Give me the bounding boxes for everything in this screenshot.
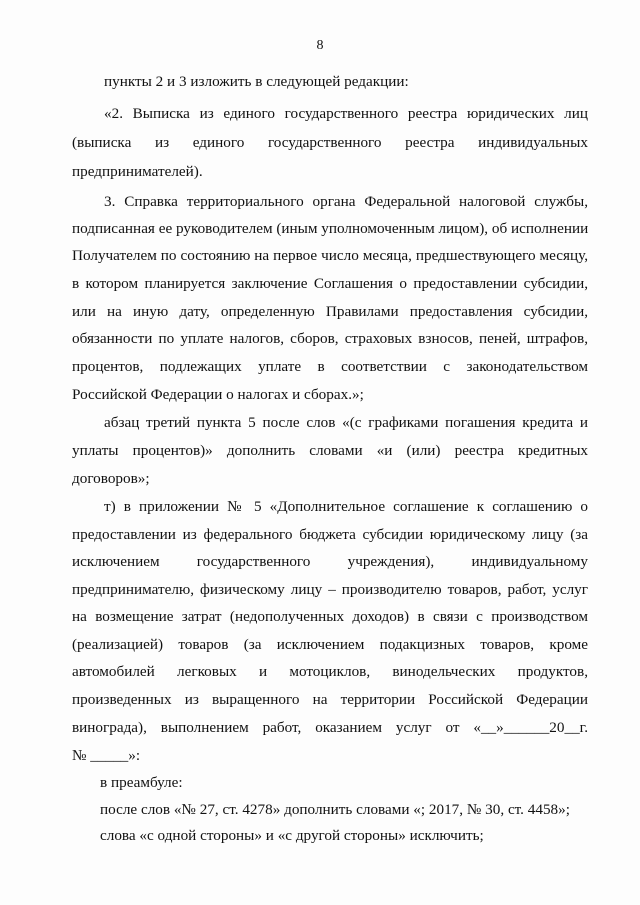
text-line: «2. Выписка из единого государственного реестра юридических лиц bbox=[104, 105, 588, 122]
text-line: винограда), выполнением работ, оказанием услуг от «__»______20__г. bbox=[72, 719, 588, 736]
text-line: произведенных из выращенного на территории Российской Федерации bbox=[72, 691, 588, 708]
text-line: предоставлении из федерального бюджета субсидии юридическому лицу (за bbox=[72, 526, 588, 543]
text-line: подписанная ее руководителем (иным уполномоченным лицом), об исполнении bbox=[72, 220, 589, 237]
text-line: обязанности по уплате налогов, сборов, страховых взносов, пеней, штрафов, bbox=[72, 330, 588, 347]
text-line: Получателем по состоянию на первое число месяца, предшествующего месяцу, bbox=[72, 247, 588, 264]
text-line: на возмещение затрат (недополученных доходов) в связи с производством bbox=[72, 608, 588, 625]
text-line: слова «с одной стороны» и «с другой стороны» исключить; bbox=[100, 827, 484, 844]
text-line: после слов «№ 27, ст. 4278» дополнить словами «; 2017, № 30, ст. 4458»; bbox=[100, 801, 570, 818]
text-line: Российской Федерации о налогах и сборах.»; bbox=[72, 386, 364, 403]
text-line: в преамбуле: bbox=[100, 774, 183, 791]
text-line: абзац третий пункта 5 после слов «(с графиками погашения кредита и bbox=[104, 414, 588, 431]
text-line: исключением государственного учреждения), индивидуальному bbox=[72, 553, 588, 570]
text-line: договоров»; bbox=[72, 470, 150, 487]
text-line: процентов, подлежащих уплате в соответствии с законодательством bbox=[72, 358, 588, 375]
text-line: (реализацией) товаров (за исключением подакцизных товаров, кроме bbox=[72, 636, 588, 653]
text-line: № _____»: bbox=[72, 747, 141, 764]
text-line: (выписка из единого государственного реестра индивидуальных bbox=[72, 134, 588, 151]
text-line: предпринимателю, физическому лицу – производителю товаров, работ, услуг bbox=[72, 581, 588, 598]
text-line: предпринимателей). bbox=[72, 163, 203, 180]
text-line: уплаты процентов)» дополнить словами «и (или) реестра кредитных bbox=[72, 442, 588, 459]
text-line: пункты 2 и 3 изложить в следующей редакции: bbox=[104, 73, 409, 90]
page-number: 8 bbox=[316, 38, 324, 53]
text-line: 3. Справка территориального органа Федеральной налоговой службы, bbox=[104, 193, 588, 210]
text-line: т) в приложении № 5 «Дополнительное соглашение к соглашению о bbox=[104, 498, 588, 515]
text-line: или на иную дату, определенную Правилами предоставления субсидии, bbox=[72, 303, 588, 320]
text-line: в котором планируется заключение Соглашения о предоставлении субсидии, bbox=[72, 275, 588, 292]
text-line: автомобилей легковых и мотоциклов, винодельческих продуктов, bbox=[72, 663, 588, 680]
